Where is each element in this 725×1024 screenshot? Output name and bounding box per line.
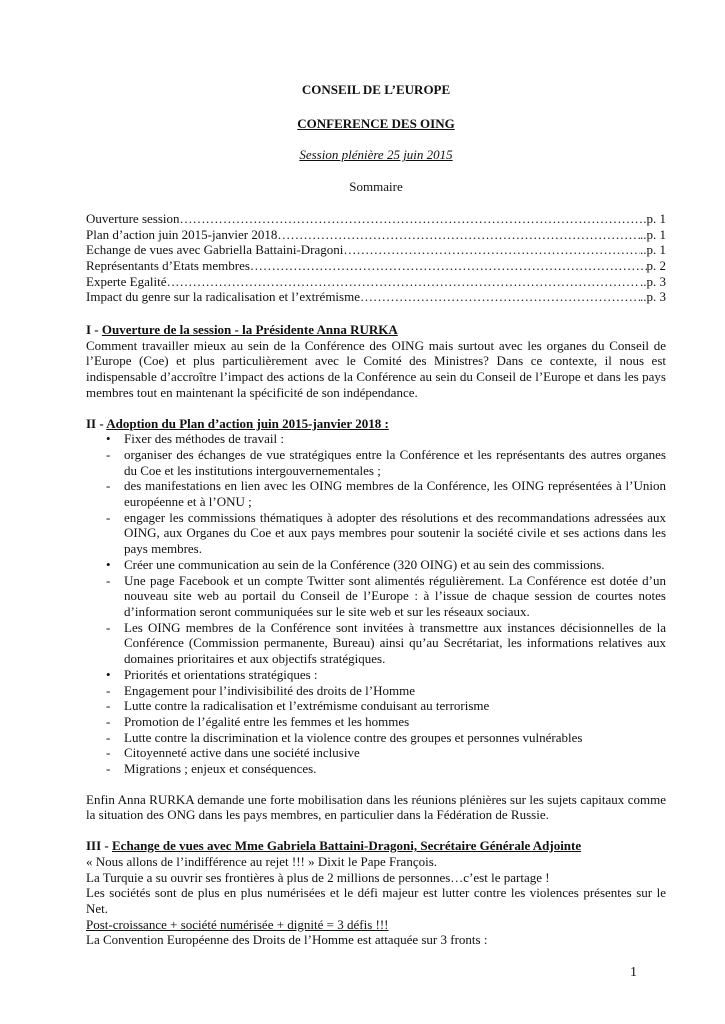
dash-mark: - xyxy=(106,682,111,698)
section-1-heading xyxy=(86,322,666,338)
dash-mark: - xyxy=(106,509,111,525)
list-item xyxy=(86,714,666,730)
section-3-title: Echange de vues avec Mme Gabriela Battaini-Dragoni, Secrétaire Générale Adjointe xyxy=(112,838,582,854)
list-item xyxy=(86,683,666,699)
toc-entry-label: Plan d’action juin 2015-janvier 2018 xyxy=(86,226,278,242)
toc-leader xyxy=(167,274,641,290)
toc-leader xyxy=(180,211,644,227)
list-item xyxy=(86,761,666,777)
dash-mark: - xyxy=(106,729,111,745)
dash-mark: - xyxy=(106,572,111,588)
action-plan-list xyxy=(86,431,666,776)
section-1-title: Ouverture de la session - la Présidente Anna RURKA xyxy=(101,322,398,338)
doc-title: CONSEIL DE L’EUROPE xyxy=(301,82,451,97)
dash-mark: - xyxy=(106,478,111,494)
list-item-text: Créer une communication au sein de la Conférence (320 OING) et au sein des commissions. xyxy=(124,556,605,572)
toc-entry xyxy=(86,258,666,274)
toc-entry xyxy=(86,242,666,258)
dash-mark: - xyxy=(106,698,111,714)
list-item-text: Priorités et orientations stratégiques : xyxy=(124,666,318,682)
list-item-text: Citoyenneté active dans une société inclusive xyxy=(124,745,360,761)
doc-subtitle: CONFERENCE DES OING xyxy=(297,115,455,131)
session-date: Session plénière 25 juin 2015 xyxy=(299,147,453,163)
section-1-paragraph: Comment travailler mieux au sein de la Conférence des OING mais surtout avec les organes du Conseil de l’Europe (Coe) et plus particulièrement avec le Comité des Ministres? Dans ce contexte, il nous est indispensable d’accroître l’impact des actions de la Conférence au sein du Conseil de l’Europe et dans les pays membres tout en maintenant la spécificité de son indépendance. xyxy=(86,337,666,400)
dash-mark: - xyxy=(106,761,111,777)
list-item-text: Lutte contre la discrimination et la violence contre des groupes et personnes vulnérables xyxy=(124,729,583,745)
list-item-text: des manifestations en lien avec les OING membres de la Conférence, les OING représentées à l’Union européenne et à l’ONU ; xyxy=(124,478,666,510)
section-2-title: Adoption du Plan d’action juin 2015-janvier 2018 : xyxy=(106,415,389,431)
toc-entry-page: ..p. 3 xyxy=(640,273,666,289)
bullet-mark: • xyxy=(106,431,111,447)
list-item xyxy=(86,431,666,447)
dash-mark: - xyxy=(106,713,111,729)
toc-entry-label: Echange de vues avec Gabriella Battaini-Dragoni xyxy=(86,242,344,258)
dash-mark: - xyxy=(106,745,111,761)
list-item xyxy=(86,730,666,746)
list-item-text: Promotion de l’égalité entre les femmes et les hommes xyxy=(124,713,410,729)
toc-entry xyxy=(86,227,666,243)
list-item-text: Migrations ; enjeux et conséquences. xyxy=(124,761,317,777)
challenges-line: Post-croissance + société numérisée + dignité = 3 défis !!! xyxy=(86,916,389,932)
list-item xyxy=(86,698,666,714)
toc-entry-page: ..p. 1 xyxy=(640,226,666,242)
bullet-mark: • xyxy=(106,666,111,682)
list-item-text: Les OING membres de la Conférence sont invitées à transmettre aux instances décisionnelles de la Conférence (Commission permanente, Bureau) ainsi qu’au Secrétariat, les informations relatives aux domaines prioritaires et aux objectifs stratégiques. xyxy=(124,619,666,667)
toc-entry xyxy=(86,289,666,305)
toc-leader xyxy=(250,258,647,274)
toc-leader xyxy=(277,227,640,243)
list-item-text: organiser des échanges de vue stratégiques entre la Conférence et les représentants des autres organes du Coe et les institutions intergouvernementales ; xyxy=(124,446,666,478)
toc-entry-page: .p. 1 xyxy=(643,210,666,226)
toc-leader xyxy=(343,242,640,258)
toc-entry-page: ..p. 3 xyxy=(640,289,666,305)
toc-entry-label: Impact du genre sur la radicalisation et l’extrémisme xyxy=(86,289,360,305)
list-item xyxy=(86,447,666,478)
section-2-prefix: II - xyxy=(86,415,107,431)
quote-line: « Nous allons de l’indifférence au rejet !!! » Dixit le Pape François. xyxy=(86,853,438,869)
list-item-text: Fixer des méthodes de travail : xyxy=(124,431,284,447)
page-content xyxy=(86,82,666,948)
toc-entry-label: Experte Egalité xyxy=(86,273,167,289)
toc-leader xyxy=(360,289,640,305)
section-1-prefix: I - xyxy=(86,322,102,338)
list-item-text: Engagement pour l’indivisibilité des droits de l’Homme xyxy=(124,682,416,698)
toc-entry-page: ..p. 1 xyxy=(640,242,666,258)
toc-entry-page: p. 2 xyxy=(646,257,666,273)
toc-entry xyxy=(86,211,666,227)
page-number: 1 xyxy=(630,965,637,980)
list-item-text: engager les commissions thématiques à adopter des résolutions et des recommandations adressées aux OING, aux Organes du Coe et aux pays membres pour soutenir la société civile et ses actions dans les pays membres. xyxy=(124,509,666,557)
list-item xyxy=(86,620,666,667)
text-line: Les sociétés sont de plus en plus numérisées et le défi majeur est lutter contre les violences présentes sur le Net. xyxy=(86,885,666,916)
section-3-prefix: III - xyxy=(86,838,113,854)
dash-mark: - xyxy=(106,619,111,635)
text-line: La Turquie a su ouvrir ses frontières à plus de 2 millions de personnes…c’est le partage ! xyxy=(86,869,550,885)
section-2-closing: Enfin Anna RURKA demande une forte mobilisation dans les réunions plénières sur les sujets capitaux comme la situation des ONG dans les pays membres, en particulier dans la Fédération de Russie. xyxy=(86,791,666,823)
section-3-heading xyxy=(86,838,666,854)
list-item xyxy=(86,667,666,683)
list-item xyxy=(86,557,666,573)
summary-heading: Sommaire xyxy=(349,179,403,195)
list-item-text: Une page Facebook et un compte Twitter sont alimentés régulièrement. La Conférence est dotée d’un nouveau site web au portail du Conseil de l’Europe : à l’issue de chaque session de courtes notes d’information seront communiquées sur le site web et sur les réseaux sociaux. xyxy=(124,572,666,619)
bullet-mark: • xyxy=(106,556,111,572)
section-2-heading xyxy=(86,416,666,432)
table-of-contents xyxy=(86,211,666,305)
list-item-text: Lutte contre la radicalisation et l’extrémisme conduisant au terrorisme xyxy=(124,698,490,714)
text-line: La Convention Européenne des Droits de l’Homme est attaquée sur 3 fronts : xyxy=(86,932,488,948)
list-item xyxy=(86,745,666,761)
list-item xyxy=(86,573,666,620)
dash-mark: - xyxy=(106,446,111,462)
list-item xyxy=(86,510,666,557)
list-item xyxy=(86,478,666,509)
toc-entry-label: Représentants d’Etats membres xyxy=(86,257,250,273)
toc-entry xyxy=(86,274,666,290)
toc-entry-label: Ouverture session xyxy=(86,210,180,226)
